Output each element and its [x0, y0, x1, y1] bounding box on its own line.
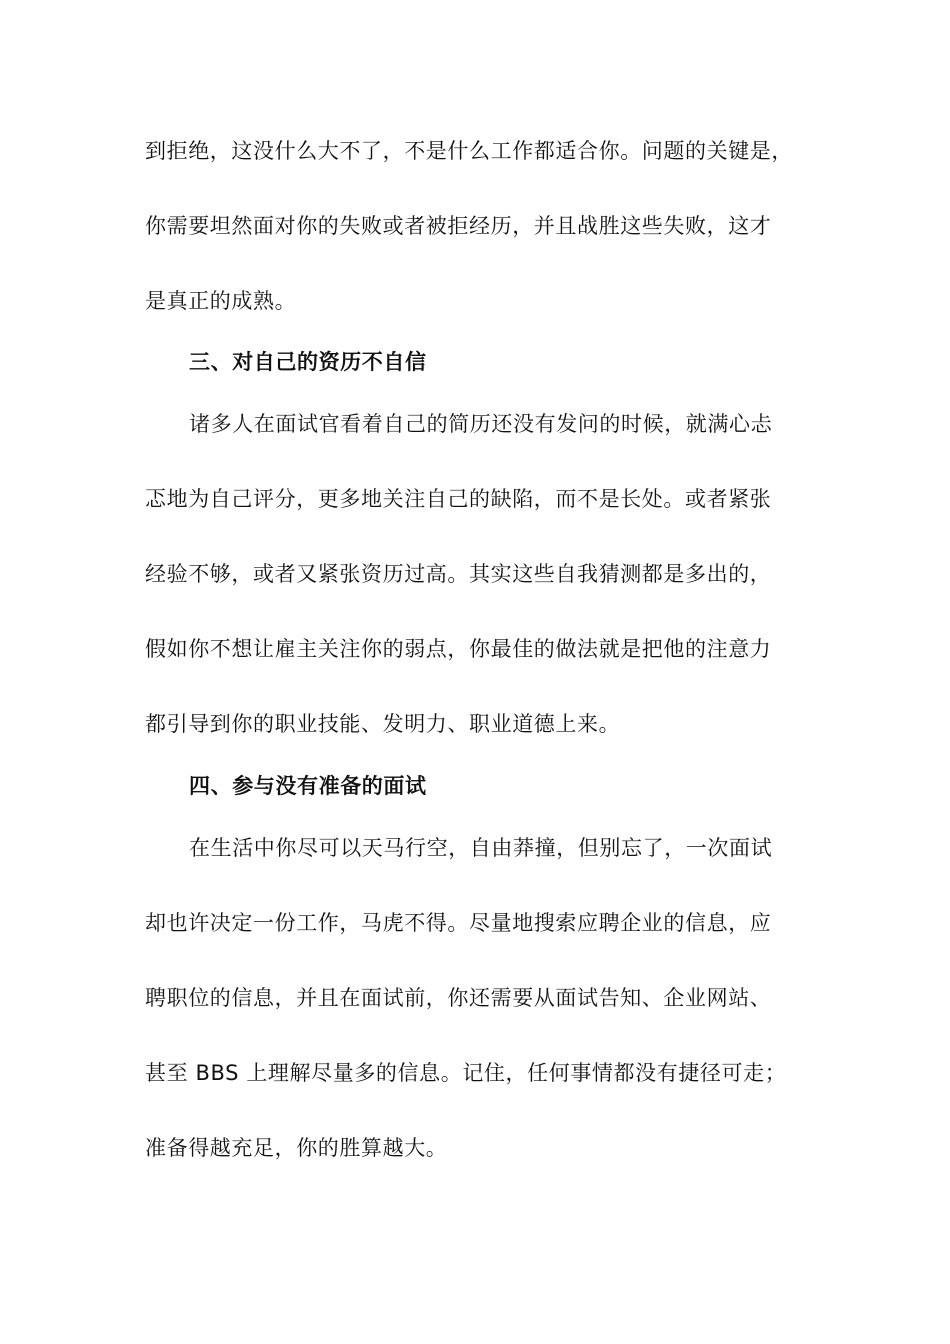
- body-text-line: 甚至 BBS 上理解尽量多的信息。记住，任何事情都没有捷径可走；: [145, 1061, 787, 1085]
- body-text-line: 在生活中你尽可以天马行空，自由莽撞，但别忘了，一次面试: [189, 836, 773, 860]
- body-text-line: 准备得越充足，你的胜算越大。: [145, 1136, 448, 1160]
- body-text-line: 是真正的成熟。: [145, 289, 297, 313]
- body-text-line: 经验不够，或者又紧张资历过高。其实这些自我猜测都是多出的，: [145, 562, 772, 586]
- body-text-line: 你需要坦然面对你的失败或者被拒经历，并且战胜这些失败，这才: [145, 214, 772, 238]
- body-text-line: 假如你不想让雇主关注你的弱点，你最佳的做法就是把他的注意力: [145, 637, 772, 661]
- section-heading-4: 四、参与没有准备的面试: [189, 774, 427, 798]
- body-text-line: 聘职位的信息，并且在面试前，你还需要从面试告知、企业网站、: [145, 986, 772, 1010]
- section-heading-3: 三、对自己的资历不自信: [189, 350, 427, 374]
- body-text-line: 忑地为自己评分，更多地关注自己的缺陷，而不是长处。或者紧张: [145, 487, 772, 511]
- body-text-line: 却也许决定一份工作，马虎不得。尽量地搜索应聘企业的信息，应: [145, 911, 772, 935]
- body-text-line: 到拒绝，这没什么大不了，不是什么工作都适合你。问题的关键是，: [145, 139, 793, 163]
- body-text-line: 诸多人在面试官看着自己的简历还没有发问的时候，就满心忐: [189, 412, 773, 436]
- body-text-line: 都引导到你的职业技能、发明力、职业道德上来。: [145, 712, 621, 736]
